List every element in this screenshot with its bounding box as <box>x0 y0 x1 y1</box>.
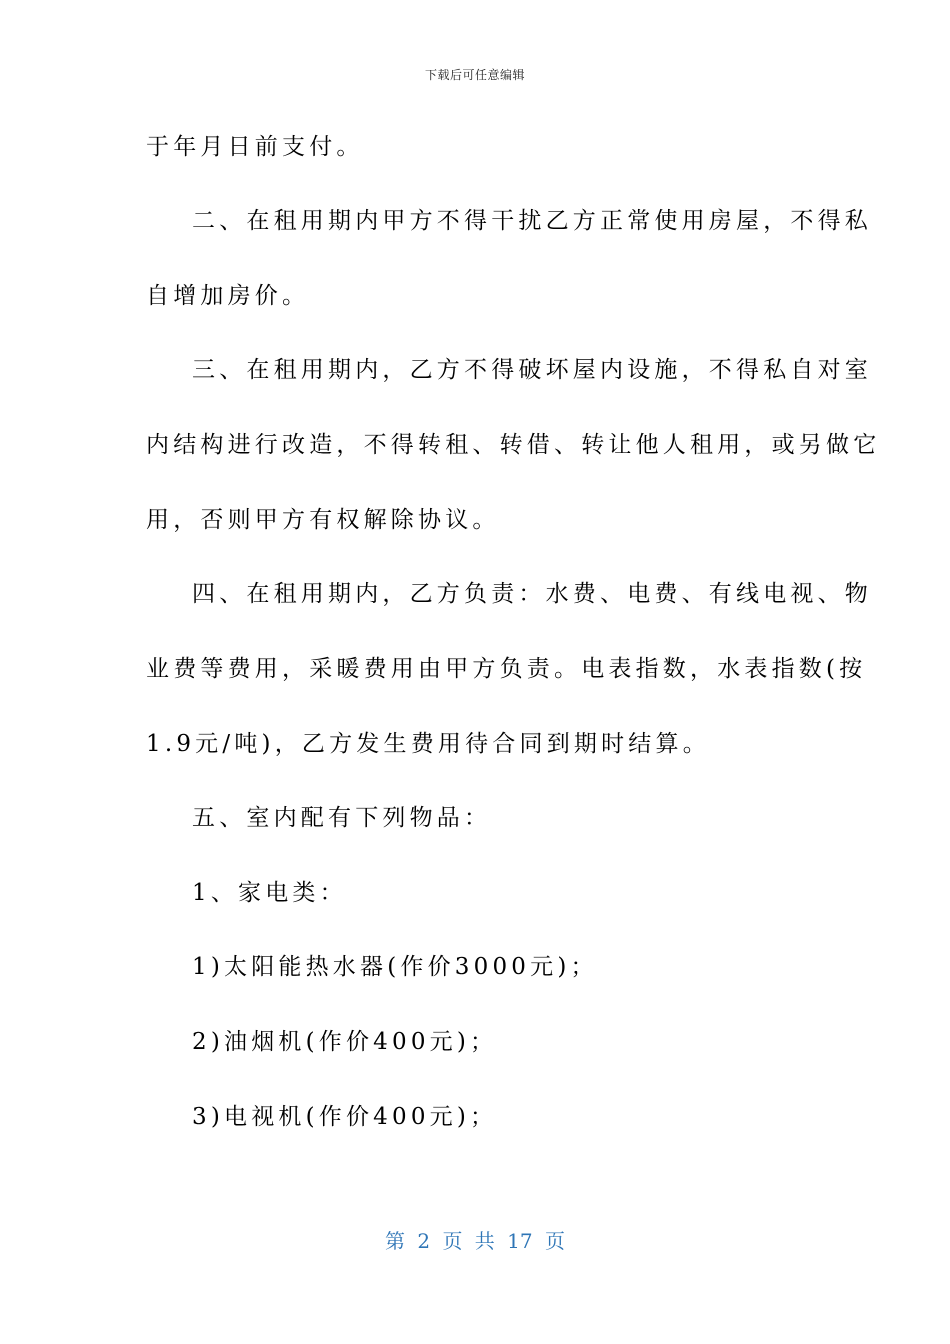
body-line: 1.9元/吨)，乙方发生费用待合同到期时结算。 <box>146 731 710 757</box>
body-line: 三、在租用期内，乙方不得破坏屋内设施，不得私自对室 <box>192 357 872 383</box>
body-line: 1、家电类： <box>192 880 347 906</box>
body-line: 于年月日前支付。 <box>146 134 364 160</box>
body-line: 用，否则甲方有权解除协议。 <box>146 507 500 533</box>
body-line: 3)电视机(作价400元)； <box>192 1104 498 1130</box>
body-line: 自增加房价。 <box>146 283 310 309</box>
body-line: 内结构进行改造，不得转租、转借、转让他人租用，或另做它 <box>146 432 881 458</box>
page-number-footer: 第 2 页 共 17 页 <box>385 1229 565 1253</box>
body-line: 1)太阳能热水器(作价3000元)； <box>192 954 598 980</box>
body-line: 2)油烟机(作价400元)； <box>192 1029 498 1055</box>
body-line: 业费等费用，采暖费用由甲方负责。电表指数，水表指数(按 <box>146 656 867 682</box>
body-line: 四、在租用期内，乙方负责：水费、电费、有线电视、物 <box>192 581 872 607</box>
page-header: 下载后可任意编辑 <box>424 68 525 82</box>
body-line: 二、在租用期内甲方不得干扰乙方正常使用房屋，不得私 <box>192 208 872 234</box>
body-line: 五、室内配有下列物品： <box>192 805 492 831</box>
